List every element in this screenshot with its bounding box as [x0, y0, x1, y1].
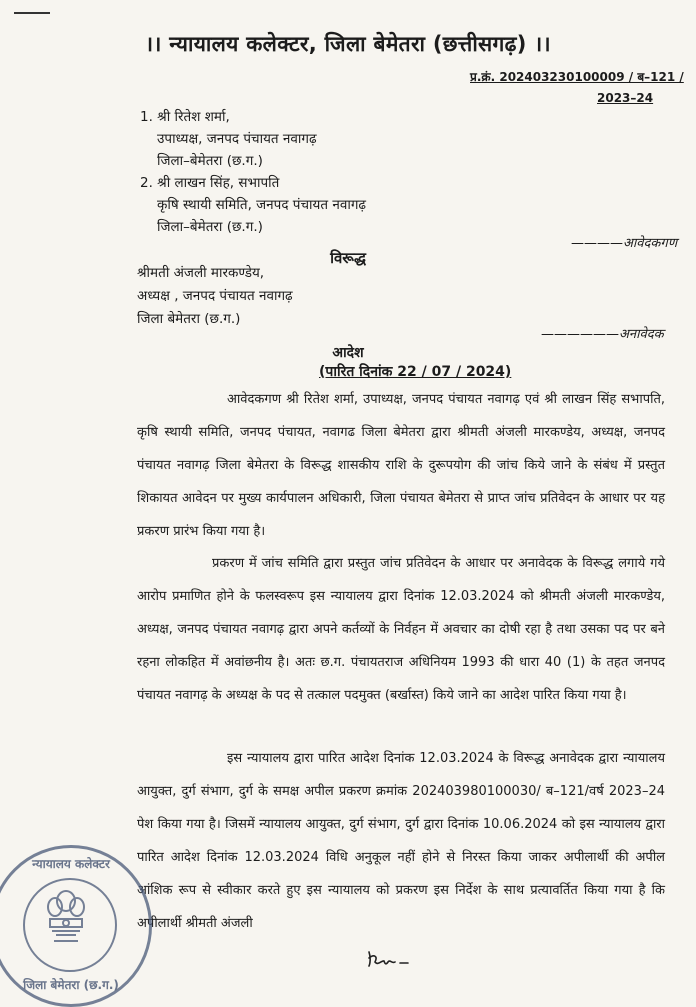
- applicant-2-designation: कृषि स्थायी समिति, जनपद पंचायत नवागढ़: [157, 197, 367, 213]
- case-reference-line1: प्र.क्रं. 202403230100009 / ब–121 /: [470, 70, 684, 84]
- seal-top-text: न्यायालय कलेक्टर: [32, 857, 110, 871]
- applicant-1-designation: उपाध्यक्ष, जनपद पंचायत नवागढ़: [157, 131, 317, 147]
- respondent-block: [137, 262, 293, 331]
- respondent-name: श्रीमती अंजली मारकण्डेय,: [137, 265, 265, 281]
- order-paragraph-1: आवेदकगण श्री रितेश शर्मा, उपाध्यक्ष, जनपद पंचायत नवागढ़ एवं श्री लाखन सिंह सभापति, कृषि स्थायी समिति, जनपद पंचायत, नवागढ जिला बेमेतरा द्वारा श्रीमती अंजली मारकण्डेय, अध्यक्ष, जनपद पंचायत नवागढ़ जिला बेमेतरा के विरूद्ध शासकीय राशि के दुरूपयोग की जांच किये जाने के संबंध में प्रस्तुत शिकायत आवेदन पर मुख्य कार्यपालन अधिकारी, जिला पंचायत बेमेतरा से प्राप्त जांच प्रतिवेदन के आधार पर यह प्रकरण प्रारंभ किया गया है।: [137, 392, 665, 539]
- order-date: (पारित दिनांक 22 / 07 / 2024): [319, 364, 512, 380]
- applicant-1-district: जिला–बेमेतरा (छ.ग.): [157, 153, 263, 169]
- order-paragraph-3: इस न्यायालय द्वारा पारित आदेश दिनांक 12.03.2024 के विरूद्ध अनावेदक द्वारा न्यायालय आयुक्त, दुर्ग संभाग, दुर्ग के समक्ष अपील प्रकरण क्रमांक 202403980100030/ ब–121/वर्ष 2023–24 पेश किया गया है। जिसमें न्यायालय आयुक्त, दुर्ग संभाग, दुर्ग द्वारा दिनांक 10.06.2024 को इस न्यायालय द्वारा पारित आदेश दिनांक 12.03.2024 विधि अनुकूल नहीं होने से निरस्त किया जाकर अपीलार्थी की अपील आंशिक रूप से स्वीकार करते हुए इस न्यायालय को प्रकरण इस निर्देश के साथ प्रत्यावर्तित किया गया है कि अपीलार्थी श्रीमती अंजली: [137, 751, 665, 931]
- court-seal: [0, 845, 152, 1007]
- national-emblem-icon: [42, 887, 90, 953]
- order-heading: आदेश: [332, 345, 364, 361]
- applicant-2-district: जिला–बेमेतरा (छ.ग.): [157, 219, 263, 235]
- order-paragraph-2: प्रकरण में जांच समिति द्वारा प्रस्तुत जांच प्रतिवेदन के आधार पर अनावेदक के विरूद्ध लगाये गये आरोप प्रमाणित होने के फलस्वरूप इस न्यायालय द्वारा दिनांक 12.03.2024 को श्रीमती अंजली मारकण्डेय, अध्यक्ष, जनपद पंचायत नवागढ़ द्वारा अपने कर्तव्यों के निर्वहन में अवचार का दोषी रहा है तथा उसका पद पर बने रहना लोकहित में अवांछनीय है। अतः छ.ग. पंचायतराज अधिनियम 1993 की धारा 40 (1) के तहत जनपद पंचायत नवागढ़ के अध्यक्ष के पद से तत्काल पदमुक्त (बर्खास्त) किये जाने का आदेश पारित किया गया है।: [137, 556, 665, 703]
- applicant-1-name: 1. श्री रितेश शर्मा,: [140, 109, 230, 125]
- respondent-designation: अध्यक्ष , जनपद पंचायत नवागढ़: [137, 288, 293, 304]
- respondent-label: ——————अनावेदक: [541, 327, 664, 342]
- applicant-1-block: [140, 106, 366, 238]
- applicant-2-name: 2. श्री लाखन सिंह, सभापति: [140, 175, 280, 191]
- signature: [366, 950, 412, 968]
- punch-mark: [14, 12, 50, 14]
- court-title: ।। न्यायालय कलेक्टर, जिला बेमेतरा (छत्तीसगढ़) ।।: [145, 32, 551, 56]
- seal-bottom-text: जिला बेमेतरा (छ.ग.): [23, 978, 119, 992]
- versus-heading: विरूद्ध: [330, 249, 366, 267]
- respondent-district: जिला बेमेतरा (छ.ग.): [137, 311, 241, 327]
- case-reference-line2: 2023–24: [597, 91, 654, 105]
- applicants-label: ————आवेदकगण: [571, 236, 678, 251]
